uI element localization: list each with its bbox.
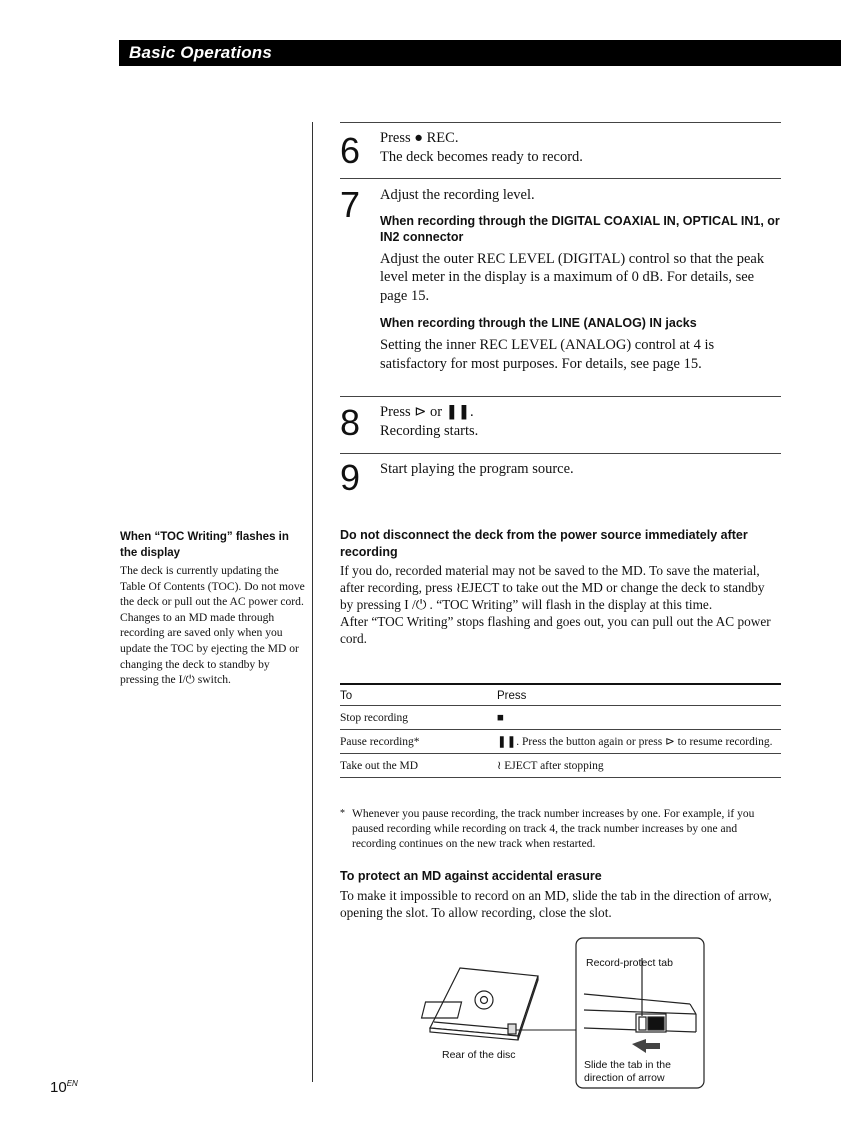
header-bar	[119, 40, 841, 66]
table-cell-press: ≀ EJECT after stopping	[497, 754, 781, 778]
step-text	[380, 186, 781, 373]
step-line: Start playing the program source.	[380, 461, 574, 477]
table-cell-to: Stop recording	[340, 706, 497, 730]
table-row	[340, 730, 781, 754]
table-header-row	[340, 684, 781, 706]
step-line: The deck becomes ready to record.	[380, 148, 583, 165]
subheading-analog: When recording through the LINE (ANALOG) IN jacks	[380, 316, 697, 330]
step-line: Recording starts.	[380, 422, 479, 439]
step-text	[380, 129, 781, 166]
record-protect-tab-icon	[648, 1017, 664, 1030]
table-cell-to: Take out the MD	[340, 754, 497, 778]
step-line: Press ⊳ or ❚❚.	[380, 404, 474, 420]
column-header: Press	[497, 684, 781, 706]
step-number: 6	[340, 130, 361, 171]
column-header: To	[340, 684, 497, 706]
step-number: 7	[340, 184, 361, 225]
label-rear-of-disc: Rear of the disc	[442, 1049, 516, 1061]
step-number: 9	[340, 457, 361, 498]
table-row	[340, 754, 781, 778]
note-body	[340, 562, 780, 647]
note-heading: Do not disconnect the deck from the power source immediately after recording	[340, 528, 748, 559]
note-paragraph: After “TOC Writing” stops flashing and goes out, you can pull out the AC power cord.	[340, 614, 771, 646]
column-divider	[312, 122, 313, 1082]
step-6	[340, 122, 781, 179]
table-cell-to: Pause recording*	[340, 730, 497, 754]
sidebar-heading: When “TOC Writing” flashes in the display	[120, 531, 289, 559]
table-cell-press: ■	[497, 706, 781, 730]
sidebar-text: The deck is currently updating the Table Of Contents (TOC). Do not move the deck or pull out the AC power cord. Changes to an MD made through recording are saved only when you update the TOC by ejecting the MD or changing the deck to standby by pressing the I/⏻ switch.	[120, 564, 305, 687]
step-text	[380, 403, 781, 440]
label-record-protect-tab: Record-protect tab	[586, 957, 673, 969]
operations-table	[340, 683, 781, 778]
step-line: Press ● REC.	[380, 130, 459, 146]
step-9	[340, 453, 781, 504]
paragraph-analog: Setting the inner REC LEVEL (ANALOG) control at 4 is satisfactory for most purposes. For details, see page 15.	[380, 337, 715, 372]
page-number-value: 10	[50, 1079, 67, 1096]
section-title: Basic Operations	[129, 43, 273, 62]
footnote-mark: *	[340, 808, 345, 819]
protect-text: To make it impossible to record on an MD, slide the tab in the direction of arrow, opening the slot. To allow recording, close the slot.	[340, 888, 772, 920]
table-row	[340, 706, 781, 730]
footnote-text: Whenever you pause recording, the track number increases by one. For example, if you paused recording while recording on track 4, the track number increases by one and recording continues on the new track when restarted.	[352, 808, 755, 850]
table-cell-press: ❚❚. Press the button again or press ⊳ to resume recording.	[497, 730, 781, 754]
footnote	[340, 807, 781, 852]
step-8	[340, 396, 781, 454]
record-protect-figure	[420, 936, 710, 1091]
step-text	[380, 460, 781, 479]
protect-heading: To protect an MD against accidental erasure	[340, 869, 602, 883]
paragraph-digital: Adjust the outer REC LEVEL (DIGITAL) control so that the peak level meter in the display is a maximum of 0 dB. For details, see page 15.	[380, 250, 765, 304]
step-line: Adjust the recording level.	[380, 187, 535, 203]
label-slide-tab: Slide the tab in the direction of arrow	[584, 1059, 671, 1084]
subheading-digital: When recording through the DIGITAL COAXIAL IN, OPTICAL IN1, or IN2 connector	[380, 213, 780, 244]
minidisc-icon	[422, 968, 538, 1040]
step-number: 8	[340, 402, 361, 443]
note-paragraph: If you do, recorded material may not be saved to the MD. To save the material, after recording, press ≀EJECT to take out the MD or change the deck to standby by pressing I /⏻ . “TOC Writing” will flash in the display at this time.	[340, 563, 765, 612]
page-language-suffix: EN	[66, 1079, 78, 1088]
step-7	[340, 178, 781, 397]
page-number	[50, 1079, 78, 1096]
